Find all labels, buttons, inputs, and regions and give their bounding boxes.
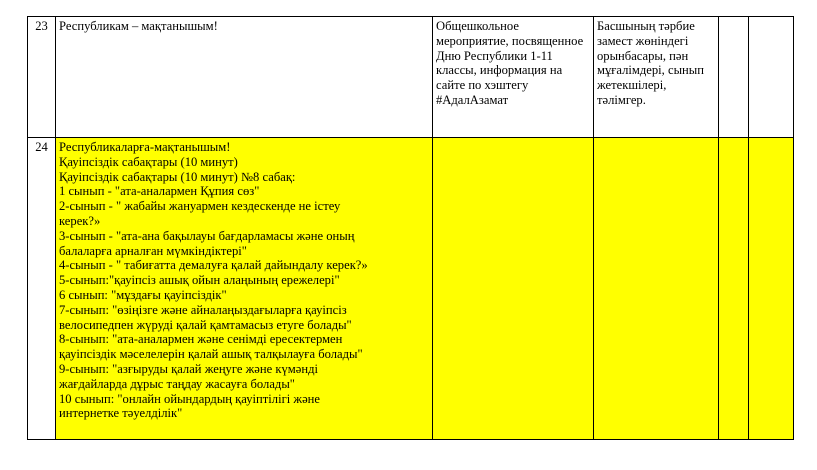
event-cell: [433, 17, 594, 138]
row-number-cell: 23: [28, 17, 56, 138]
lesson-line: 10 сынып: "онлайн ойындардың қауіптілігі және: [59, 391, 321, 406]
row-number-cell: 24: [28, 138, 56, 440]
lesson-line: 9-сынып: "азғыруды қалай жеңуге және күмәнді: [59, 361, 318, 376]
lesson-line: интернетке тәуелділік": [59, 406, 183, 421]
lesson-line: 3-сынып - "ата-ана бақылауы бағдарламасы және оның: [59, 228, 355, 243]
activity-table: [27, 16, 794, 440]
lesson-line: керек?»: [59, 213, 101, 228]
table-row: [28, 138, 794, 440]
empty-highlight-cell: [594, 138, 719, 440]
lesson-line: 6 сынып: "мұздағы қауіпсіздік": [59, 287, 227, 302]
responsible-text: Басшының тәрбие замест жөніндегі орынбасары, пән мұғалімдері, сынып жетекшілері, тәлімгер.: [597, 19, 704, 107]
empty-highlight-cell: [749, 138, 794, 440]
lesson-line: 1 сынып - "ата-аналармен Құпия сөз": [59, 184, 260, 199]
lesson-line: 5-сынып:"қауіпсіз ашық ойын алаңының ережелері": [59, 273, 340, 288]
responsible-cell: [594, 17, 719, 138]
lesson-line: 8-сынып: "ата-аналармен және сенімді ересектермен: [59, 332, 343, 347]
empty-cell: [719, 17, 749, 138]
lesson-line: жағдайларда дұрыс таңдау жасауға болады": [59, 376, 295, 391]
empty-highlight-cell: [433, 138, 594, 440]
lesson-plan-cell: [56, 138, 433, 440]
empty-cell: [749, 17, 794, 138]
lesson-line: Қауіпсіздік сабақтары (10 минут): [59, 154, 238, 169]
lesson-line: 2-сынып - " жабайы жануармен кездескенде не істеу: [59, 199, 341, 214]
lesson-line: велосипедпен жүруді қалай қамтамасыз етуге болады": [59, 317, 352, 332]
lesson-line: қауіпсіздік мәселелерін қалай ашық талқылауға болады": [59, 347, 363, 362]
lesson-line: Республикаларға-мақтанышым!: [59, 140, 231, 154]
lesson-line: Қауіпсіздік сабақтары (10 минут) №8 сабақ:: [59, 169, 296, 184]
event-text: Общешкольное мероприятие, посвященное Дню Республики 1-11 классы, информация на сайте по хэштегу #АдалАзамат: [436, 19, 584, 107]
empty-highlight-cell: [719, 138, 749, 440]
lesson-line: балаларға арналған мүмкіндіктері": [59, 243, 247, 258]
table-row: [28, 17, 794, 138]
row-title-cell: Республикам – мақтанышым!: [56, 17, 433, 138]
lesson-line: 7-сынып: "өзіңізге және айналаңыздағыларға қауіпсіз: [59, 302, 347, 317]
lesson-line: 4-сынып - " табиғатта демалуға қалай дайындалу керек?»: [59, 258, 368, 273]
